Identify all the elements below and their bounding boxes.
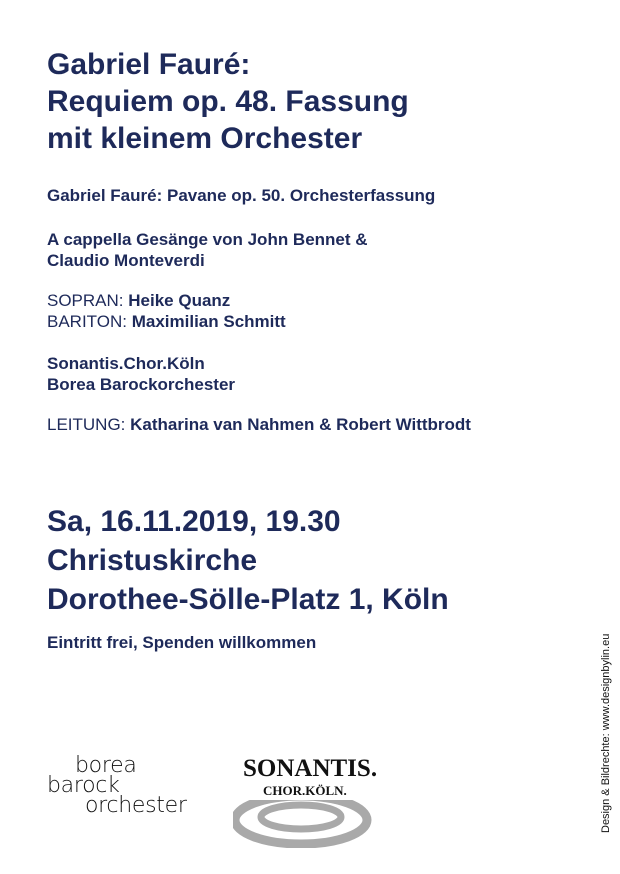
sonantis-logo-graphic — [233, 748, 383, 848]
title-line-2: Requiem op. 48. Fassung — [47, 85, 409, 118]
entry-note: Eintritt frei, Spenden willkommen — [47, 633, 317, 652]
sonantis-logo-sub: CHOR.KÖLN. — [263, 783, 347, 798]
leitung-row — [47, 414, 471, 435]
leitung-names: Katharina van Nahmen & Robert Wittbrodt — [130, 415, 471, 434]
orchestra-name: Borea Barockorchester — [47, 375, 236, 394]
sonantis-logo-name: SONANTIS. — [243, 755, 378, 782]
borea-logo-line-3: orchester — [85, 793, 187, 818]
bariton-row — [47, 311, 286, 332]
sonantis-logo — [233, 748, 383, 848]
acappella-block — [47, 229, 368, 271]
bariton-label: BARITON: — [47, 312, 127, 331]
soloists-block — [47, 290, 286, 332]
sopran-row — [47, 290, 286, 311]
design-credit: Design & Bildrechte: www.designbylin.eu — [600, 633, 612, 833]
borea-logo — [47, 753, 217, 822]
sopran-name: Heike Quanz — [128, 291, 231, 310]
logo-ring-inner — [261, 805, 341, 829]
ensembles-block — [47, 353, 235, 395]
borea-logo-line-1: borea — [75, 753, 137, 778]
acappella-line-1: A cappella Gesänge von John Bennet & — [47, 230, 368, 249]
acappella-line-2: Claudio Monteverdi — [47, 251, 205, 270]
choir-name: Sonantis.Chor.Köln — [47, 354, 205, 373]
bariton-name: Maximilian Schmitt — [131, 312, 286, 331]
event-info — [47, 502, 449, 619]
pavane-line: Gabriel Fauré: Pavane op. 50. Orchesterfassung — [47, 186, 436, 205]
title-line-1: Gabriel Fauré: — [47, 48, 251, 81]
event-venue: Christuskirche — [47, 544, 258, 577]
event-datetime: Sa, 16.11.2019, 19.30 — [47, 505, 341, 538]
leitung-label: LEITUNG: — [47, 415, 126, 434]
sopran-label: SOPRAN: — [47, 291, 124, 310]
event-address: Dorothee-Sölle-Platz 1, Köln — [47, 583, 449, 616]
borea-logo-line-2: barock — [47, 773, 120, 798]
title-line-3: mit kleinem Orchester — [47, 122, 363, 155]
concert-title — [47, 46, 409, 157]
